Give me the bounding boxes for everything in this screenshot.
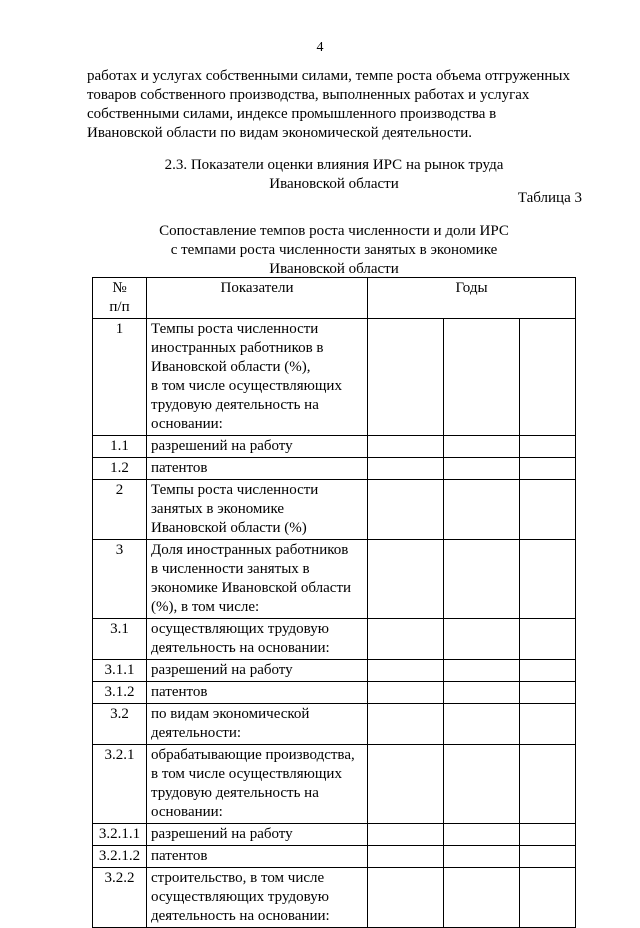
indicator-line: осуществляющих трудовую [151,889,329,905]
year-value-cell [444,824,520,846]
table-caption-line: с темпами роста численности занятых в экономике [170,242,498,258]
table-row [93,319,576,436]
row-number: 1.1 [93,436,147,458]
row-indicator [147,824,368,846]
indicator-line: основании: [151,804,223,820]
table-row [93,436,576,458]
row-number: 3.1.2 [93,682,147,704]
year-value-cell [520,868,576,928]
year-value-cell [444,745,520,824]
row-number: 3.1.1 [93,660,147,682]
year-value-cell [368,436,444,458]
year-value-cell [368,319,444,436]
table-caption [87,222,581,279]
intro-line: собственными силами, индексе промышленного производства в [87,106,497,122]
year-value-cell [520,704,576,745]
indicator-line: разрешений на работу [151,826,293,842]
indicator-line: разрешений на работу [151,662,293,678]
row-number: 3.2.1.1 [93,824,147,846]
table-row [93,480,576,540]
table-row [93,846,576,868]
year-value-cell [520,619,576,660]
row-indicator [147,540,368,619]
year-value-cell [368,480,444,540]
indicator-line: трудовую деятельность на [151,397,319,413]
row-number: 3.1 [93,619,147,660]
year-value-cell [444,458,520,480]
year-value-cell [444,319,520,436]
year-value-cell [520,436,576,458]
indicators-table [92,277,576,928]
row-indicator [147,480,368,540]
row-indicator [147,846,368,868]
indicator-line: Темпы роста численности [151,321,319,337]
section-title [87,156,581,194]
row-number: 3.2 [93,704,147,745]
intro-line: товаров собственного производства, выполненных работах и услугах [87,87,530,103]
year-value-cell [368,540,444,619]
header-years: Годы [368,278,576,319]
row-number: 3.2.1.2 [93,846,147,868]
table-caption-line: Сопоставление темпов роста численности и доли ИРС [159,223,509,239]
table-row [93,540,576,619]
indicator-line: экономике Ивановской области [151,580,352,596]
year-value-cell [368,619,444,660]
indicator-line: строительство, в том числе [151,870,325,886]
indicator-line: основании: [151,416,223,432]
year-value-cell [444,846,520,868]
row-number: 1 [93,319,147,436]
row-indicator [147,745,368,824]
indicator-line: обрабатывающие производства, [151,747,355,763]
indicator-line: трудовую деятельность на [151,785,319,801]
year-value-cell [520,846,576,868]
year-value-cell [368,682,444,704]
row-number: 3 [93,540,147,619]
indicator-line: патентов [151,460,208,476]
row-indicator [147,868,368,928]
indicator-line: деятельность на основании: [151,640,330,656]
header-num [93,278,147,319]
year-value-cell [444,619,520,660]
header-num-line: п/п [109,299,130,315]
year-value-cell [444,682,520,704]
year-value-cell [520,319,576,436]
row-number: 3.2.2 [93,868,147,928]
row-number: 2 [93,480,147,540]
year-value-cell [444,436,520,458]
section-title-line: 2.3. Показатели оценки влияния ИРС на рынок труда [164,157,504,173]
table-row [93,745,576,824]
year-value-cell [444,480,520,540]
row-indicator [147,619,368,660]
year-value-cell [368,704,444,745]
table-row [93,682,576,704]
indicator-line: иностранных работников в [151,340,324,356]
year-value-cell [520,745,576,824]
table-row [93,868,576,928]
table-row [93,619,576,660]
year-value-cell [444,868,520,928]
row-indicator [147,436,368,458]
year-value-cell [444,660,520,682]
indicator-line: деятельности: [151,725,242,741]
year-value-cell [520,682,576,704]
intro-line: работах и услугах собственными силами, темпе роста объема отгруженных [87,68,570,84]
indicator-line: (%), в том числе: [151,599,260,615]
indicator-line: разрешений на работу [151,438,293,454]
indicator-line: Ивановской области (%) [151,520,307,536]
row-indicator [147,660,368,682]
indicator-line: деятельность на основании: [151,908,330,924]
indicator-line: осуществляющих трудовую [151,621,329,637]
table-row [93,660,576,682]
year-value-cell [520,540,576,619]
header-indicator: Показатели [147,278,368,319]
header-num-line: № [112,280,127,296]
intro-line: Ивановской области по видам экономической деятельности. [87,125,473,141]
table-caption-line: Ивановской области [269,261,399,277]
indicator-line: в численности занятых в [151,561,310,577]
indicator-line: Ивановской области (%), [151,359,311,375]
year-value-cell [444,704,520,745]
indicator-line: занятых в экономике [151,501,285,517]
row-indicator [147,704,368,745]
table-row [93,458,576,480]
year-value-cell [368,458,444,480]
year-value-cell [520,660,576,682]
indicator-line: по видам экономической [151,706,310,722]
table-row [93,704,576,745]
table-header-row [93,278,576,319]
table-row [93,824,576,846]
year-value-cell [520,480,576,540]
indicator-line: в том числе осуществляющих [151,766,342,782]
year-value-cell [444,540,520,619]
year-value-cell [368,660,444,682]
indicator-line: Доля иностранных работников [151,542,349,558]
row-indicator [147,319,368,436]
year-value-cell [368,745,444,824]
indicator-line: в том числе осуществляющих [151,378,342,394]
row-indicator [147,682,368,704]
year-value-cell [368,868,444,928]
section-title-line: Ивановской области [269,176,399,192]
row-number: 1.2 [93,458,147,480]
indicator-line: Темпы роста численности [151,482,319,498]
year-value-cell [368,824,444,846]
intro-paragraph [87,67,581,143]
indicator-line: патентов [151,848,208,864]
year-value-cell [520,458,576,480]
row-number: 3.2.1 [93,745,147,824]
row-indicator [147,458,368,480]
year-value-cell [520,824,576,846]
page-number: 4 [316,40,324,55]
table-label: Таблица 3 [517,190,582,206]
indicator-line: патентов [151,684,208,700]
year-value-cell [368,846,444,868]
